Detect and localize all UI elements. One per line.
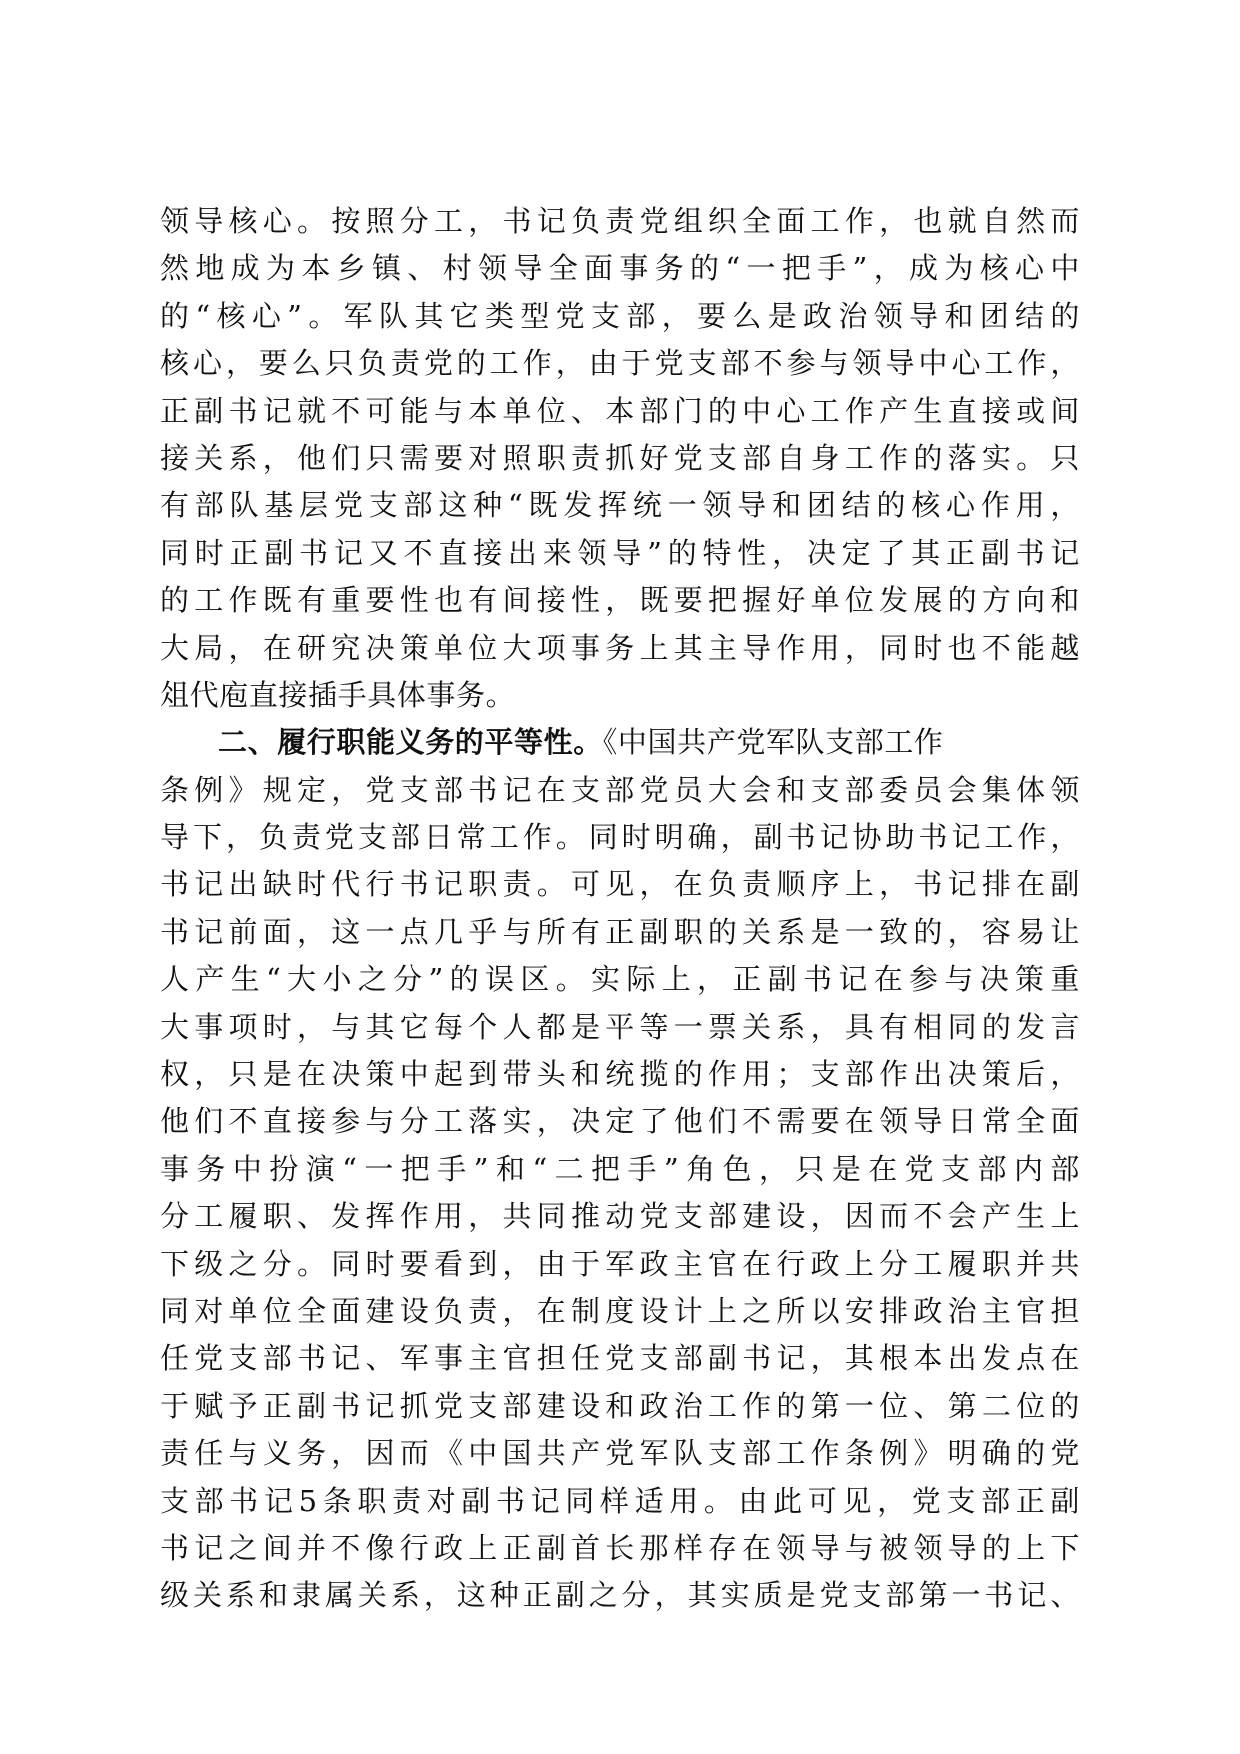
paragraph-line: 书记之间并不像行政上正副首长那样存在领导与被领导的上下 — [160, 1530, 1080, 1565]
paragraph-line: 大事项时，与其它每个人都是平等一票关系，具有相同的发言 — [160, 1009, 1080, 1044]
paragraph-line: 责任与义务，因而《中国共产党军队支部工作条例》明确的党 — [160, 1436, 1080, 1471]
paragraph-line: 同对单位全面建设负责，在制度设计上之所以安排政治主官担 — [160, 1293, 1080, 1328]
body-text — [160, 198, 1080, 1620]
paragraph-line: 任党支部书记、军事主官担任党支部副书记，其根本出发点在 — [160, 1341, 1080, 1376]
paragraph-line: 导下，负责党支部日常工作。同时明确，副书记协助书记工作， — [160, 820, 1080, 855]
section-heading-line — [160, 719, 1080, 766]
paragraph-line: 于赋予正副书记抓党支部建设和政治工作的第一位、第二位的 — [160, 1388, 1080, 1423]
paragraph-line: 级关系和隶属关系，这种正副之分，其实质是党支部第一书记、 — [160, 1578, 1080, 1613]
paragraph-line: 的“核心”。军队其它类型党支部，要么是政治领导和团结的 — [160, 298, 1080, 333]
paragraph-line: 支部书记5条职责对副书记同样适用。由此可见，党支部正副 — [160, 1483, 1080, 1518]
section-heading: 二、履行职能义务的平等性。 — [218, 725, 603, 760]
paragraph-line: 书记出缺时代行书记职责。可见，在负责顺序上，书记排在副 — [160, 867, 1080, 902]
paragraph-line: 下级之分。同时要看到，由于军政主官在行政上分工履职并共 — [160, 1246, 1080, 1281]
paragraph-line: 大局，在研究决策单位大项事务上其主导作用，同时也不能越 — [160, 630, 1080, 665]
paragraph-line: 核心，要么只负责党的工作，由于党支部不参与领导中心工作， — [160, 346, 1080, 381]
paragraph-line: 然地成为本乡镇、村领导全面事务的“一把手”，成为核心中 — [160, 251, 1080, 286]
paragraph-line: 分工履职、发挥作用，共同推动党支部建设，因而不会产生上 — [160, 1199, 1080, 1234]
paragraph-line: 领导核心。按照分工，书记负责党组织全面工作，也就自然而 — [160, 204, 1080, 238]
paragraph-line: 权，只是在决策中起到带头和统揽的作用；支部作出决策后， — [160, 1057, 1080, 1092]
paragraph-line: 他们不直接参与分工落实，决定了他们不需要在领导日常全面 — [160, 1104, 1080, 1139]
paragraph-line: 事务中扮演“一把手”和“二把手”角色，只是在党支部内部 — [160, 1151, 1080, 1186]
paragraph-line: 有部队基层党支部这种“既发挥统一领导和团结的核心作用， — [160, 488, 1080, 523]
paragraph-line: 条例》规定，党支部书记在支部党员大会和支部委员会集体领 — [160, 772, 1080, 807]
paragraph-line: 正副书记就不可能与本单位、本部门的中心工作产生直接或间 — [160, 393, 1080, 428]
paragraph-line: 书记前面，这一点几乎与所有正副职的关系是一致的，容易让 — [160, 914, 1080, 949]
section-heading-continuation: 《中国共产党军队支部工作 — [602, 725, 944, 760]
paragraph-line: 接关系，他们只需要对照职责抓好党支部自身工作的落实。只 — [160, 440, 1080, 475]
paragraph-line: 俎代庖直接插手具体事务。 — [160, 677, 516, 712]
paragraph-line: 同时正副书记又不直接出来领导”的特性，决定了其正副书记 — [160, 535, 1080, 570]
paragraph-line: 的工作既有重要性也有间接性，既要把握好单位发展的方向和 — [160, 583, 1080, 618]
paragraph-line: 人产生“大小之分”的误区。实际上，正副书记在参与决策重 — [160, 962, 1080, 997]
